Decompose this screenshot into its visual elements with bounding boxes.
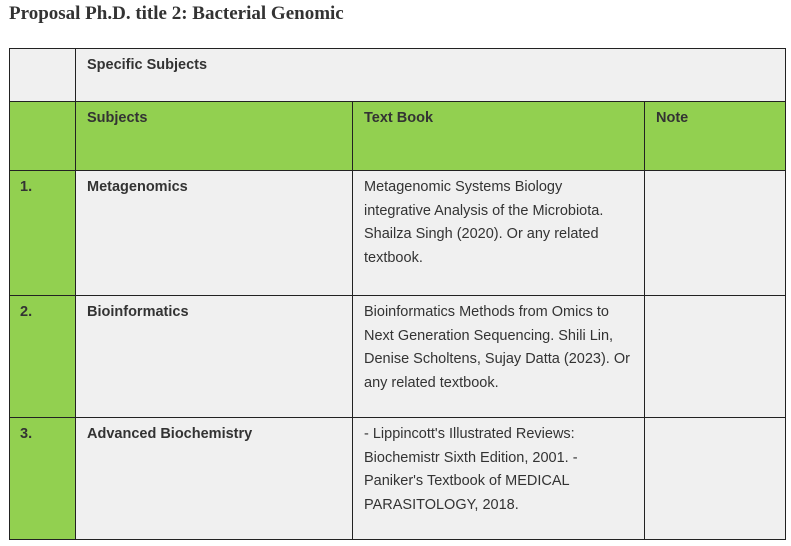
section-header-cell [76, 49, 786, 102]
table-header-cell-number [10, 102, 76, 171]
table-section-row [10, 49, 786, 102]
row-textbook: - Lippincott's Illustrated Reviews: Biochemistr Sixth Edition, 2001. - Paniker's Textbook of MEDICAL PARASITOLOGY, 2018. [353, 418, 645, 540]
table-header-row [10, 102, 786, 171]
row-textbook: Bioinformatics Methods from Omics to Next Generation Sequencing. Shili Lin, Denise Scholtens, Sujay Datta (2023). Or any related textbook. [353, 296, 645, 418]
row-number: 1. [10, 171, 76, 296]
row-number: 3. [10, 418, 76, 540]
row-number: 2. [10, 296, 76, 418]
table-header-cell-note: Note [645, 102, 786, 171]
row-subject: Bioinformatics [76, 296, 353, 418]
row-note [645, 171, 786, 296]
subjects-table [9, 48, 786, 540]
row-subject: Advanced Biochemistry [76, 418, 353, 540]
row-note [645, 296, 786, 418]
table-cell-empty [10, 49, 76, 102]
table-header-cell-subjects: Subjects [76, 102, 353, 171]
table-row [10, 171, 786, 296]
page-title: Proposal Ph.D. title 2: Bacterial Genomic [9, 3, 344, 24]
row-subject: Metagenomics [76, 171, 353, 296]
table-header-cell-textbook: Text Book [353, 102, 645, 171]
section-header-label: Specific Subjects [87, 57, 208, 73]
table-row [10, 296, 786, 418]
row-note [645, 418, 786, 540]
table-row [10, 418, 786, 540]
row-textbook: Metagenomic Systems Biology integrative Analysis of the Microbiota. Shailza Singh (2020). Or any related textbook. [353, 171, 645, 296]
